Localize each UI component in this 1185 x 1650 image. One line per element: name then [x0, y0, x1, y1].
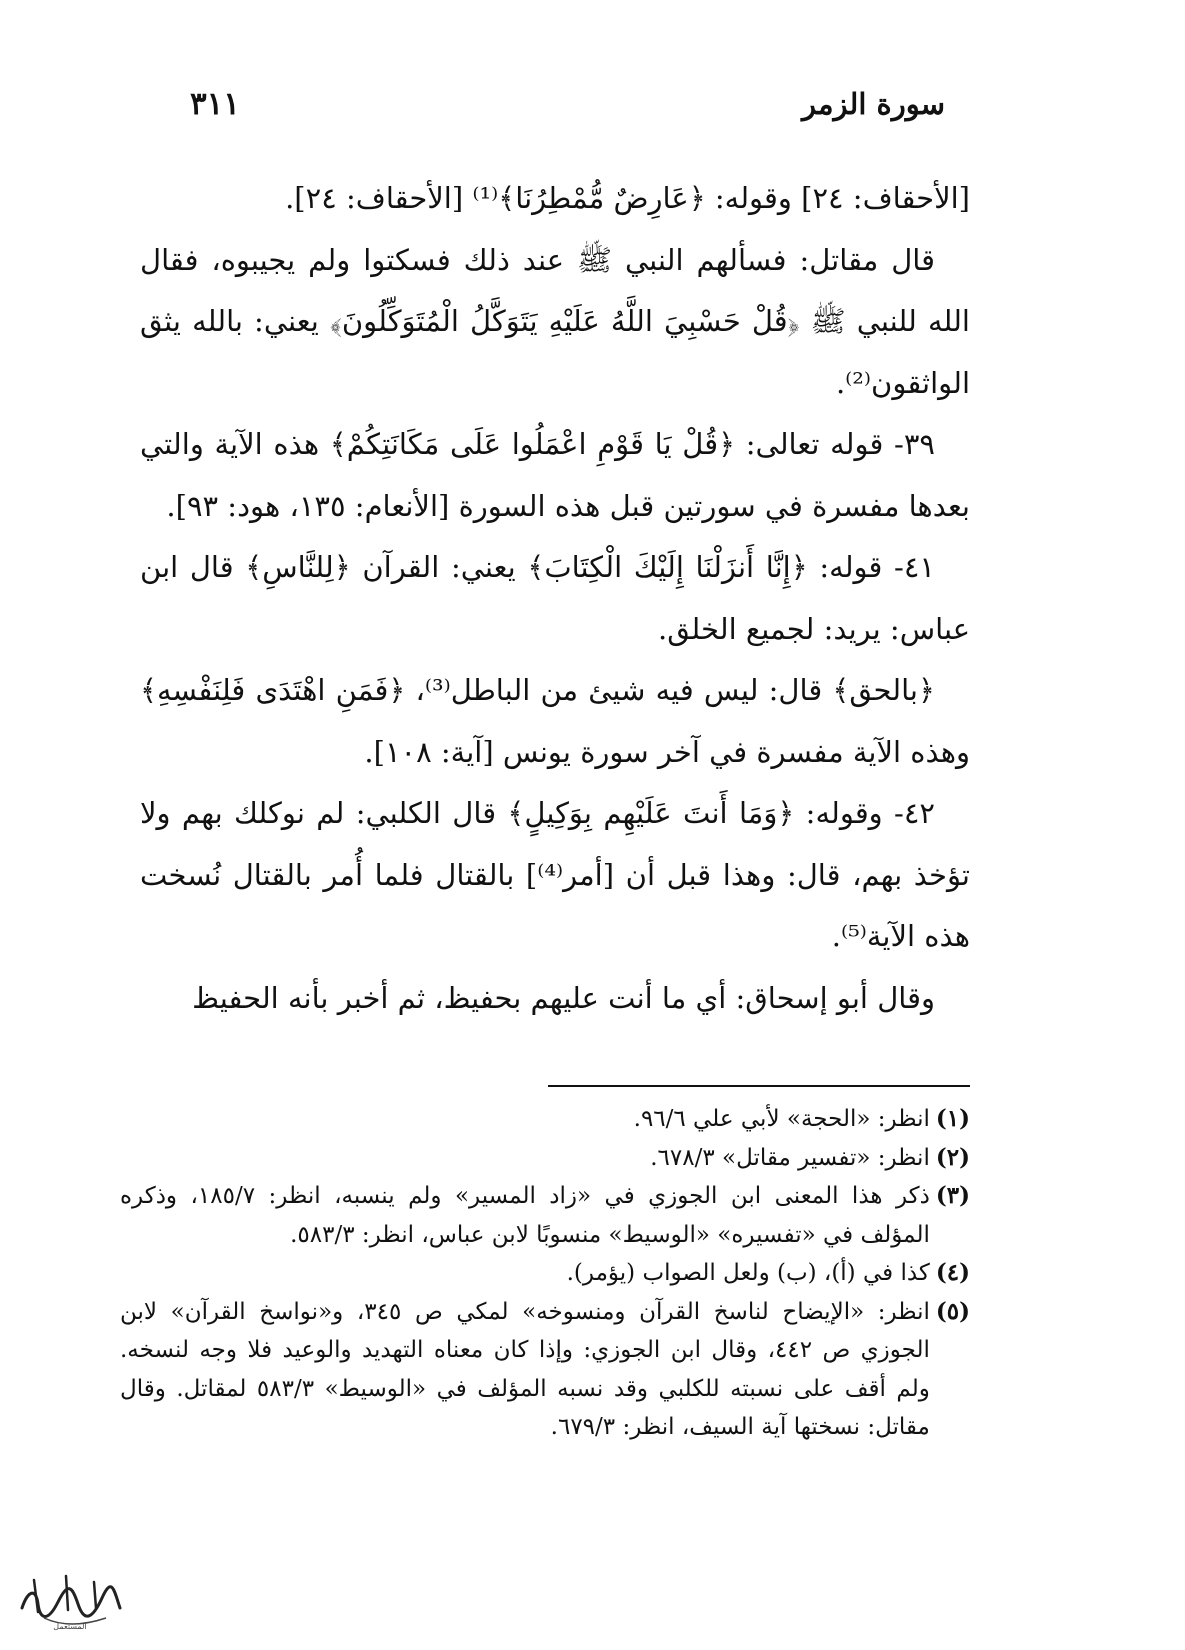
- paragraph-2: قال مقاتل: فسألهم النبي ﷺ عند ذلك فسكتوا ولم يجيبوه، فقال الله للنبي ﷺ ﴿قُلْ حَسْبِيَ اللَّهُ عَلَيْهِ يَتَوَكَّلُ الْمُتَوَكِّلُونَ﴾ يعني: بالله يثق الواثقون⁽²⁾.: [140, 242, 970, 400]
- footnote-text: انظر: «الحجة» لأبي علي ٩٦/٦.: [633, 1106, 930, 1132]
- footnote-number: (٥): [935, 1297, 970, 1325]
- footnote-1: [120, 1100, 970, 1139]
- watermark-caption: المستعمل: [53, 1622, 87, 1631]
- page-title: سورة الزمر: [801, 87, 945, 121]
- paragraph-6: ٤٢- وقوله: ﴿وَمَا أَنتَ عَلَيْهِم بِوَكِيلٍ﴾ قال الكلبي: لم نوكلك بهم ولا تؤخذ بهم، قال: وهذا قبل أن [أمر⁽⁴⁾] بالقتال فلما أُمر بالقتال نُسخت هذه الآية⁽⁵⁾.: [140, 796, 970, 953]
- footnote-5: [120, 1293, 970, 1447]
- footnote-text: انظر: «تفسير مقاتل» ٦٧٨/٣.: [650, 1144, 930, 1171]
- footnotes: [120, 1100, 970, 1447]
- footnote-text: انظر: «الإيضاح لناسخ القرآن ومنسوخه» لمكي ص ٣٤٥، و«نواسخ القرآن» لابن الجوزي ص ٤٤٢، وقال ابن الجوزي: وإذا كان معناه التهديد والوعيد فلا وجه لنسخه. ولم أقف على نسبته للكلبي وقد نسبه المؤلف في «الوسيط» ٥٨٣/٣ لمقاتل. وقال مقاتل: نسختها آية السيف، انظر: ٦٧٩/٣.: [120, 1298, 930, 1440]
- calligraphy-logo-icon: [14, 1568, 126, 1632]
- footnote-divider: [548, 1085, 970, 1087]
- paragraph-7: وقال أبو إسحاق: أي ما أنت عليهم بحفيظ، ثم أخبر بأنه الحفيظ: [192, 980, 935, 1015]
- main-text: [140, 168, 970, 1029]
- paragraph-3: ٣٩- قوله تعالى: ﴿قُلْ يَا قَوْمِ اعْمَلُوا عَلَى مَكَانَتِكُمْ﴾ هذه الآية والتي بعدها مفسرة في سورتين قبل هذه السورة [الأنعام: ١٣٥، هود: ٩٣].: [140, 427, 970, 523]
- paragraph-5: ﴿بالحق﴾ قال: ليس فيه شيئ من الباطل⁽³⁾، ﴿فَمَنِ اهْتَدَى فَلِنَفْسِهِ﴾ وهذه الآية مفسرة في آخر سورة يونس [آية: ١٠٨].: [140, 673, 970, 769]
- footnote-number: (٢): [935, 1143, 970, 1171]
- footnote-number: (٤): [935, 1259, 970, 1286]
- footnote-4: [120, 1254, 970, 1293]
- paragraph-1: [الأحقاف: ٢٤] وقوله: ﴿عَارِضٌ مُّمْطِرُنَا﴾⁽¹⁾ [الأحقاف: ٢٤].: [285, 181, 970, 215]
- footnote-text: كذا في (أ)، (ب) ولعل الصواب (يؤمر).: [566, 1260, 930, 1286]
- footnote-number: (١): [935, 1105, 970, 1132]
- footnote-number: (٣): [935, 1182, 970, 1209]
- paragraph-4: ٤١- قوله: ﴿إِنَّا أَنزَلْنَا إِلَيْكَ الْكِتَابَ﴾ يعني: القرآن ﴿لِلنَّاسِ﴾ قال ابن عباس: يريد: لجميع الخلق.: [140, 550, 970, 646]
- footnote-2: [120, 1139, 970, 1178]
- page-number: ٣١١: [190, 86, 240, 122]
- footnote-3: [120, 1177, 970, 1254]
- page-header: [190, 86, 945, 122]
- footnote-text: ذكر هذا المعنى ابن الجوزي في «زاد المسير» ولم ينسبه، انظر: ١٨٥/٧، وذكره المؤلف في «تفسيره» «الوسيط» منسوبًا لابن عباس، انظر: ٥٨٣/٣.: [120, 1183, 930, 1248]
